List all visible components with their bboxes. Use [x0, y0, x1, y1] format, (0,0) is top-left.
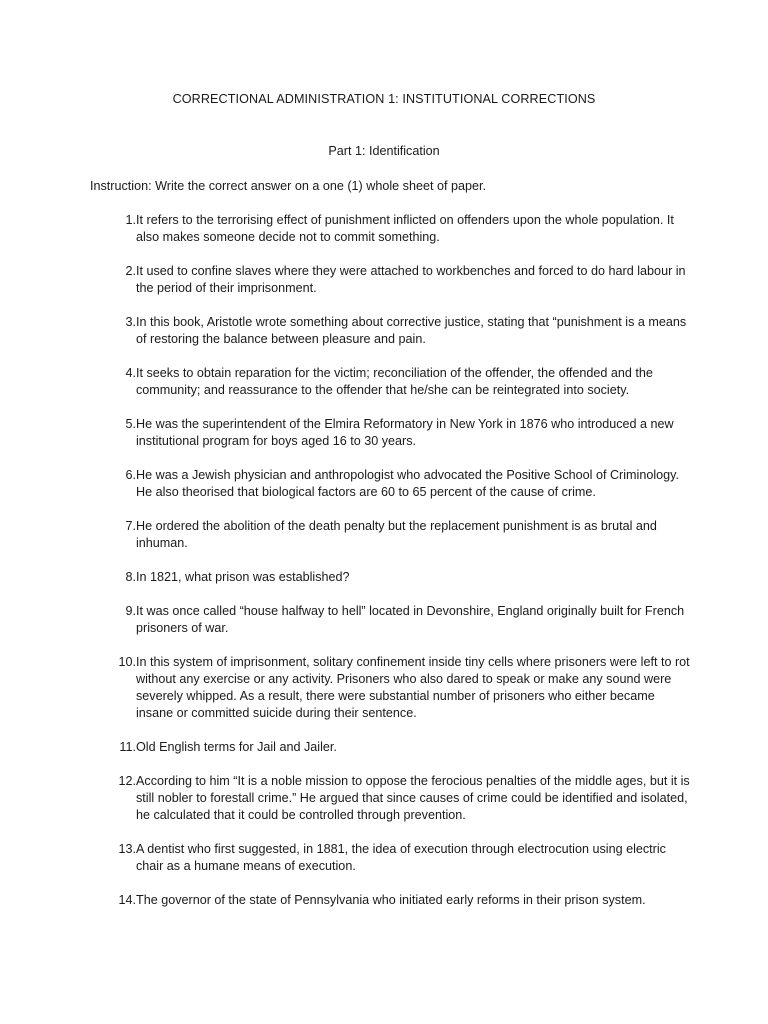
question-item — [90, 773, 690, 824]
question-text: It used to confine slaves where they were attached to workbenches and forced to do hard labour in the period of their imprisonment. — [136, 264, 686, 295]
question-text: A dentist who first suggested, in 1881, the idea of execution through electrocution using electric chair as a humane means of execution. — [136, 842, 666, 873]
part-title: Part 1: Identification — [328, 144, 440, 158]
question-text: In 1821, what prison was established? — [136, 570, 350, 584]
instruction-text: Instruction: Write the correct answer on a one (1) whole sheet of paper. — [90, 179, 486, 193]
question-text: Old English terms for Jail and Jailer. — [136, 740, 337, 754]
question-text: It seeks to obtain reparation for the victim; reconciliation of the offender, the offended and the community; and reassurance to the offender that he/she can be reintegrated into society. — [136, 366, 653, 397]
question-number: 14. — [118, 893, 136, 907]
question-number: 13. — [118, 842, 136, 856]
question-item — [90, 892, 690, 909]
question-number: 12. — [118, 774, 136, 788]
question-number: 4. — [125, 366, 136, 380]
question-item — [90, 416, 690, 450]
question-item — [90, 654, 690, 722]
question-number: 6. — [125, 468, 136, 482]
question-item — [90, 365, 690, 399]
document-title: CORRECTIONAL ADMINISTRATION 1: INSTITUTIONAL CORRECTIONS — [172, 92, 596, 106]
question-number: 3. — [125, 315, 136, 329]
question-item — [90, 569, 690, 586]
question-text: In this book, Aristotle wrote something about corrective justice, stating that “punishment is a means of restoring the balance between pleasure and pain. — [136, 315, 687, 346]
question-text: It was once called “house halfway to hell” located in Devonshire, England originally built for French prisoners of war. — [136, 604, 685, 635]
question-number: 9. — [125, 604, 136, 618]
question-list — [90, 212, 690, 926]
question-item — [90, 739, 690, 756]
question-text: He was a Jewish physician and anthropologist who advocated the Positive School of Criminology. He also theorised that biological factors are 60 to 65 percent of the cause of crime. — [136, 468, 679, 499]
question-number: 1. — [125, 213, 136, 227]
question-text: In this system of imprisonment, solitary confinement inside tiny cells where prisoners were left to rot without any exercise or any activity. Prisoners who also dared to speak or make any sound were severely whipped. As a result, there were substantial number of prisoners who either became insane or committed suicide during their sentence. — [136, 655, 690, 720]
question-item — [90, 314, 690, 348]
question-item — [90, 263, 690, 297]
question-number: 2. — [125, 264, 136, 278]
question-number: 11. — [119, 740, 136, 754]
question-item — [90, 518, 690, 552]
question-item — [90, 467, 690, 501]
question-item — [90, 212, 690, 246]
question-text: It refers to the terrorising effect of punishment inflicted on offenders upon the whole population. It also makes someone decide not to commit something. — [136, 213, 674, 244]
question-text: The governor of the state of Pennsylvania who initiated early reforms in their prison system. — [136, 893, 646, 907]
question-number: 5. — [125, 417, 136, 431]
question-number: 10. — [118, 655, 136, 669]
question-text: According to him “It is a noble mission to oppose the ferocious penalties of the middle ages, but it is still nobler to forestall crime.” He argued that since causes of crime could be identified and isolated, he calculated that it could be controlled through prevention. — [136, 774, 690, 822]
question-text: He was the superintendent of the Elmira Reformatory in New York in 1876 who introduced a new institutional program for boys aged 16 to 30 years. — [136, 417, 674, 448]
question-item — [90, 603, 690, 637]
question-number: 8. — [125, 570, 136, 584]
question-text: He ordered the abolition of the death penalty but the replacement punishment is as brutal and inhuman. — [136, 519, 657, 550]
question-number: 7. — [125, 519, 136, 533]
question-item — [90, 841, 690, 875]
